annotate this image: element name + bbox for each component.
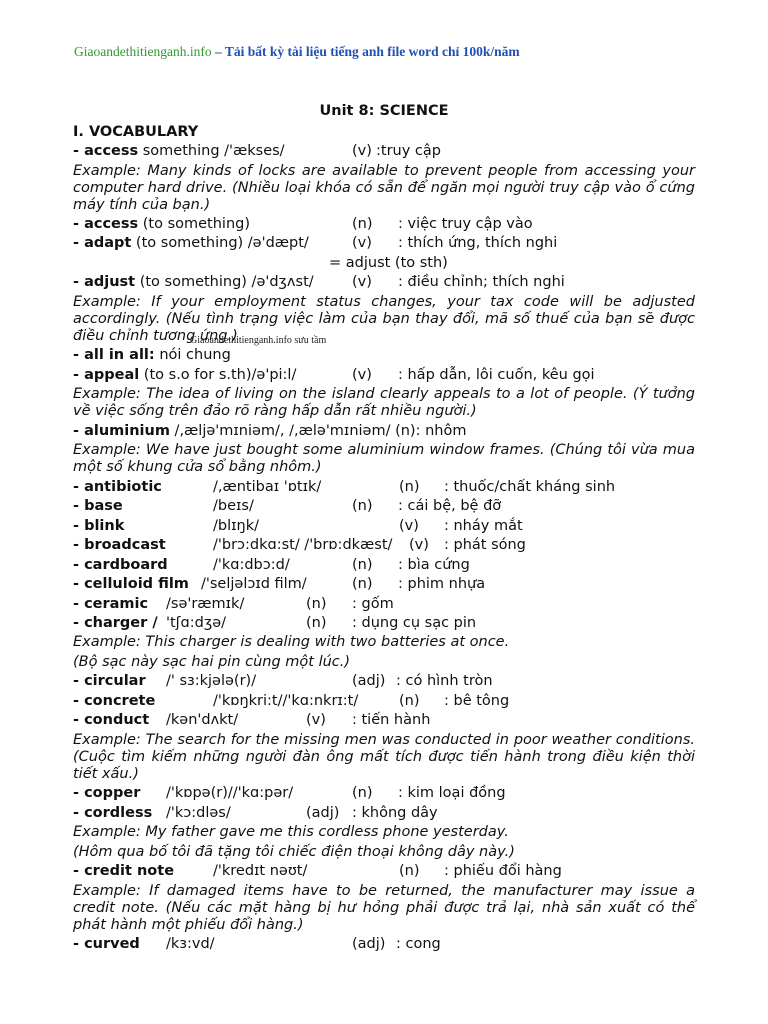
entry-antibiotic: - antibiotic /,æntibaɪ 'ɒtɪk/ (n) : thuốc/chất kháng sinh: [73, 479, 616, 495]
entry-all-in-all: - all in all: nói chung: [73, 347, 231, 363]
entry-charger: - charger / 'tʃɑ:dʒə/ (n) : dụng cụ sạc pin: [73, 615, 477, 631]
example-credit-note: Example: If damaged items have to be returned, the manufacturer may issue a credit note. (Nếu các mặt hàng bị hư hỏng phải được trả lại, nhà sản xuất có thể phát hành một phiếu đổi hàng.): [73, 883, 695, 933]
entry-base: - base /beɪs/ (n) : cái bệ, bệ đỡ: [73, 498, 502, 514]
entry-copper: - copper /'kɒpə(r)//'kɑ:pər/ (n) : kim loại đồng: [73, 785, 506, 801]
header-tagline: Tải bất kỳ tài liệu tiếng anh file word chỉ 100k/năm: [224, 44, 520, 59]
entry-credit-note: - credit note /'kredɪt nəʊt/ (n) : phiếu đổi hàng: [73, 863, 562, 879]
entry-concrete: - concrete /'kɒŋkri:t//'kɑ:nkrɪ:t/ (n) : bê tông: [73, 693, 510, 709]
entry-adapt: - adapt (to something) /ə'dæpt/ (v) : thích ứng, thích nghi: [73, 235, 558, 251]
example-access: Example: Many kinds of locks are available to prevent people from accessing your computer hard drive. (Nhiều loại khóa có sẵn để ngăn mọi người truy cập vào ổ cứng máy tính của bạn.): [73, 163, 695, 213]
site-name: Giaoandethitienganh.info: [74, 44, 212, 59]
entry-adjust: - adjust (to something) /ə'dʒʌst/ (v) : điều chỉnh; thích nghi: [73, 274, 565, 290]
entry-curved: - curved /kɜ:vd/ (adj) : cong: [73, 936, 441, 952]
example-adjust: Example: If your employment status changes, your tax code will be adjusted accordingly. (Nếu tình trạng việc làm của bạn thay đổi, mã số thuế của bạn sẽ được điều chỉnh tương ứng.): [73, 294, 695, 344]
entry-celluloid-film: - celluloid film /'seljəlɔɪd film/ (n) : phim nhựa: [73, 576, 486, 592]
entry-blink: - blink /blɪŋk/ (v) : nháy mắt: [73, 518, 523, 534]
unit-title: Unit 8: SCIENCE: [319, 103, 449, 119]
section-heading: I. VOCABULARY: [73, 124, 199, 140]
entry-ceramic: - ceramic /sə'ræmɪk/ (n) : gốm: [73, 596, 394, 612]
example-appeal: Example: The idea of living on the island clearly appeals to a lot of people. (Ý tưởng về việc sống trên đảo rõ ràng hấp dẫn rất nhiều người.): [73, 386, 695, 419]
example-conduct: Example: The search for the missing men was conducted in poor weather conditions. (Cuộc tìm kiếm những người đàn ông mất tích được tiến hành trong điều kiện thời tiết xấu.): [73, 732, 695, 782]
entry-broadcast: - broadcast /'brɔ:dkɑ:st/ /'brɒ:dkæst/ (v) : phát sóng: [73, 537, 526, 553]
entry-aluminium: - aluminium /,æljə'mɪniəm/, /,ælə'mɪniəm/ (n): nhôm: [73, 423, 467, 439]
example-cordless-translation: (Hôm qua bố tôi đã tặng tôi chiếc điện thoại không dây này.): [73, 844, 515, 860]
example-charger-translation: (Bộ sạc này sạc hai pin cùng một lúc.): [73, 654, 351, 670]
entry-cardboard: - cardboard /'kɑ:dbɔ:d/ (n) : bìa cứng: [73, 557, 470, 573]
entry-cordless: - cordless /'kɔ:dləs/ (adj) : không dây: [73, 805, 438, 821]
entry-conduct: - conduct /kən'dʌkt/ (v) : tiến hành: [73, 712, 431, 728]
watermark: Giaoandethitienganh.info sưu tầm: [190, 335, 327, 346]
example-charger: Example: This charger is dealing with two batteries at once.: [73, 634, 510, 650]
entry-appeal: - appeal (to s.o for s.th)/ə'pi:l/ (v) : hấp dẫn, lôi cuốn, kêu gọi: [73, 367, 595, 383]
example-aluminium: Example: We have just bought some aluminium window frames. (Chúng tôi vừa mua một số khung cửa sổ bằng nhôm.): [73, 442, 695, 475]
example-cordless: Example: My father gave me this cordless phone yesterday.: [73, 824, 509, 840]
page-header: [74, 44, 714, 60]
entry-access-verb: - access something /'ækses/ (v) :truy cập: [73, 143, 441, 159]
entry-circular: - circular /' sɜ:kjələ(r)/ (adj) : có hình tròn: [73, 673, 493, 689]
header-dash: –: [211, 44, 225, 59]
entry-access-noun: - access (to something) (n) : việc truy cập vào: [73, 216, 533, 232]
